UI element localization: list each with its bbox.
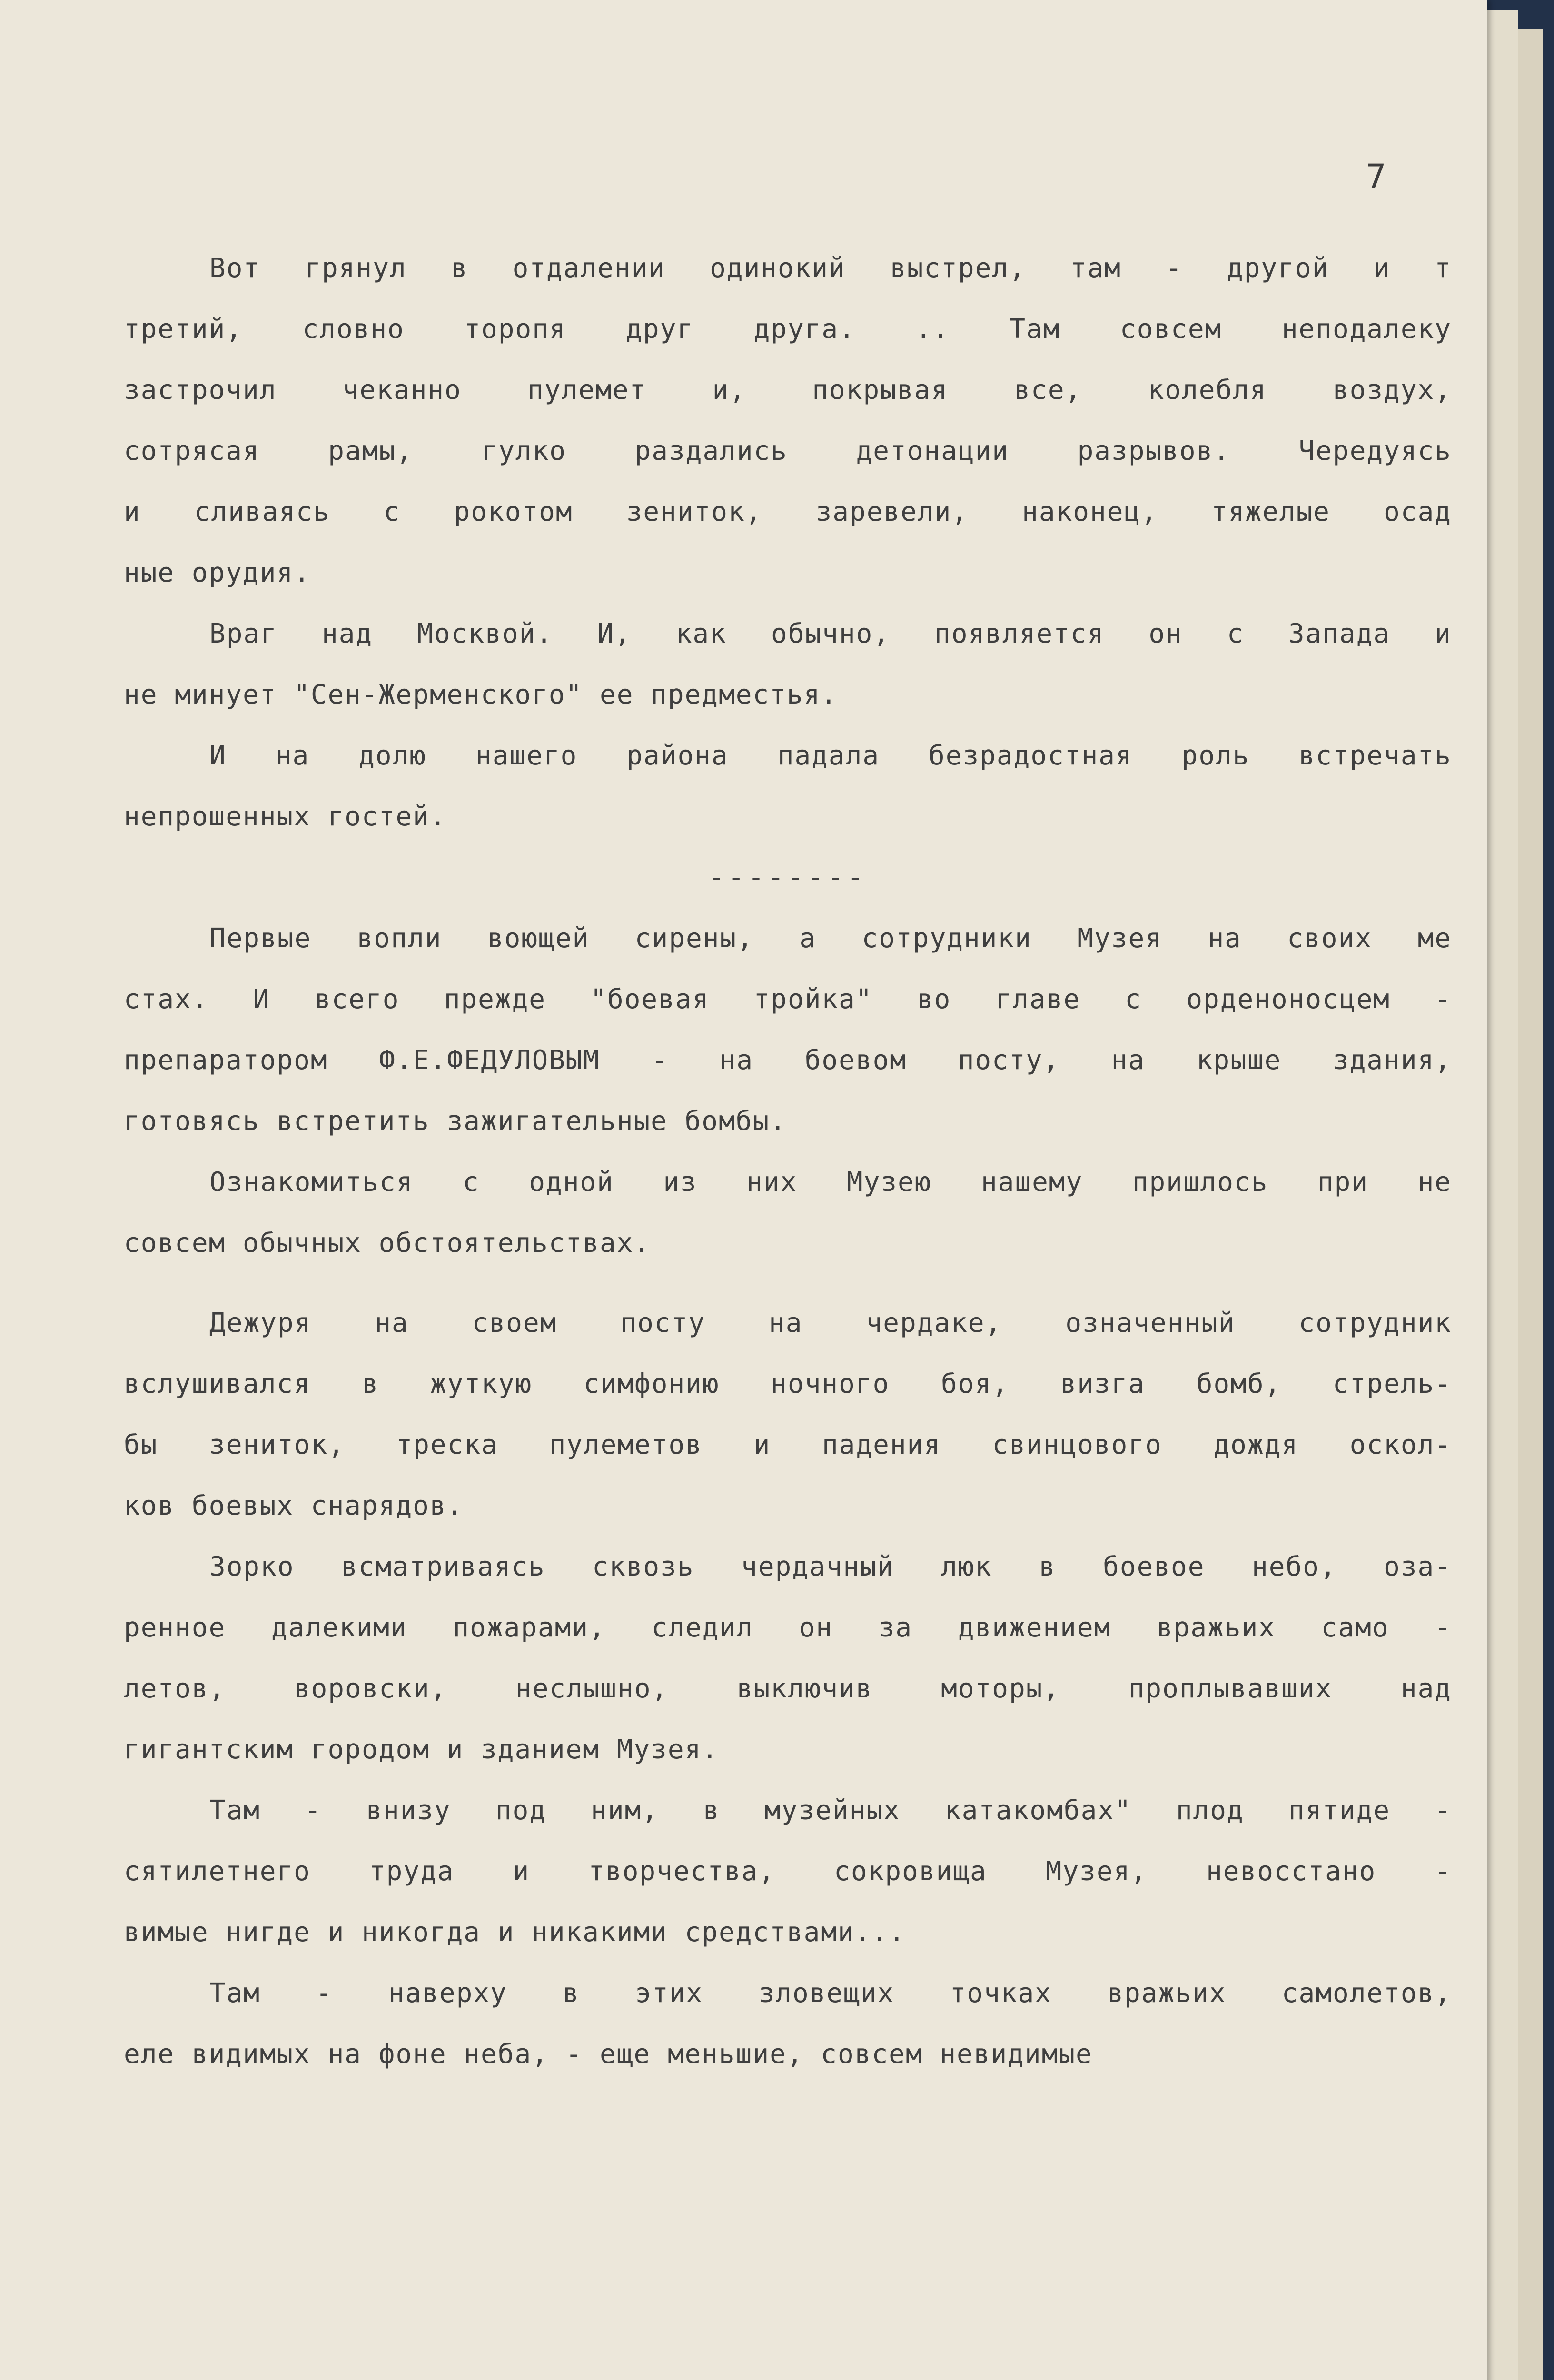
text-line: гигантским городом и зданием Музея. bbox=[124, 1734, 719, 1765]
text-line: Дежуря на своем посту на чердаке, означенный сотрудник bbox=[209, 1308, 1452, 1339]
text-line: бы зениток, треска пулеметов и падения свинцового дождя оскол- bbox=[124, 1429, 1452, 1460]
typed-text bbox=[124, 238, 1452, 2085]
text-line: третий, словно торопя друг друга. .. Там совсем неподалеку bbox=[124, 314, 1452, 345]
text-line: ков боевых снарядов. bbox=[124, 1490, 464, 1521]
text-line: и сливаясь с рокотом зениток, заревели, наконец, тяжелые осад bbox=[124, 496, 1452, 527]
text-line: Зорко всматриваясь сквозь чердачный люк в боевое небо, оза- bbox=[209, 1551, 1452, 1582]
text-line: Враг над Москвой. И, как обычно, появляется он с Запада и bbox=[209, 618, 1452, 649]
paragraph-gap bbox=[124, 1274, 1452, 1293]
text-line: Там - наверху в этих зловещих точках вражьих самолетов, bbox=[209, 1978, 1452, 2009]
text-line: И на долю нашего района падала безрадостная роль встречать bbox=[209, 740, 1452, 771]
text-line: Вот грянул в отдалении одинокий выстрел, там - другой и т bbox=[209, 253, 1452, 284]
text-line: летов, воровски, неслышно, выключив моторы, проплывавших над bbox=[124, 1673, 1452, 1704]
text-line: готовясь встретить зажигательные бомбы. bbox=[124, 1106, 787, 1137]
text-line: сотрясая рамы, гулко раздались детонации разрывов. Чередуясь bbox=[124, 436, 1452, 466]
section-divider: -------- bbox=[708, 862, 867, 893]
text-line: Первые вопли воющей сирены, а сотрудники Музея на своих ме bbox=[209, 923, 1452, 954]
text-line: непрошенных гостей. bbox=[124, 801, 447, 832]
text-line: Там - внизу под ним, в музейных катакомбах" плод пятиде - bbox=[209, 1795, 1452, 1826]
text-line: сятилетнего труда и творчества, сокровища Музея, невосстано - bbox=[124, 1856, 1452, 1887]
text-line: препаратором Ф.Е.ФЕДУЛОВЫМ - на боевом посту, на крыше здания, bbox=[124, 1045, 1452, 1076]
text-line: ренное далекими пожарами, следил он за движением вражьих само - bbox=[124, 1612, 1452, 1643]
text-line: ные орудия. bbox=[124, 557, 311, 588]
text-line: не минует "Сен-Жерменского" ее предместья. bbox=[124, 679, 838, 710]
text-line: еле видимых на фоне неба, - еще меньшие, совсем невидимые bbox=[124, 2039, 1093, 2070]
text-line: вслушивался в жуткую симфонию ночного боя, визга бомб, стрель- bbox=[124, 1368, 1452, 1399]
page-number: 7 bbox=[1366, 157, 1386, 196]
text-line: застрочил чеканно пулемет и, покрывая все, колебля воздух, bbox=[124, 375, 1452, 406]
text-line: вимые нигде и никогда и никакими средствами... bbox=[124, 1917, 906, 1948]
text-line: Ознакомиться с одной из них Музею нашему пришлось при не bbox=[209, 1167, 1452, 1198]
text-line: стах. И всего прежде "боевая тройка" во главе с орденоносцем - bbox=[124, 984, 1452, 1015]
text-line: совсем обычных обстоятельствах. bbox=[124, 1228, 651, 1259]
